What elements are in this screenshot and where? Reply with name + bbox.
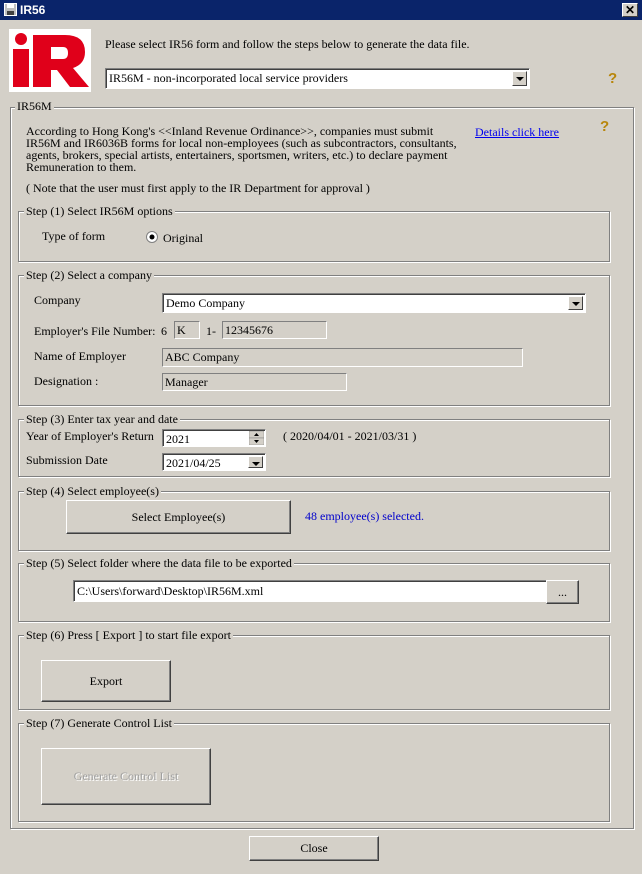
chevron-down-icon <box>248 456 263 468</box>
step3-title: Step (3) Enter tax year and date <box>26 412 178 426</box>
window-title: IR56 <box>20 3 46 17</box>
year-label: Year of Employer's Return <box>26 429 154 443</box>
designation-field: Manager <box>162 373 347 391</box>
chevron-down-icon <box>512 71 527 86</box>
step5-title: Step (5) Select folder where the data file to be exported <box>26 556 292 570</box>
step6-title: Step (6) Press [ Export ] to start file export <box>26 628 231 642</box>
step1-title: Step (1) Select IR56M options <box>26 204 173 218</box>
employer-name-label: Name of Employer <box>34 349 126 363</box>
company-select[interactable] <box>162 293 586 313</box>
export-button[interactable]: Export <box>41 660 171 702</box>
year-value: 2021 <box>166 432 190 446</box>
file-number-label: Employer's File Number: <box>34 324 156 338</box>
select-employees-button[interactable]: Select Employee(s) <box>66 500 291 534</box>
chevron-down-icon <box>568 296 583 310</box>
close-button[interactable]: Close <box>249 836 379 861</box>
file-number-field: 12345676 <box>222 321 327 339</box>
approval-note: ( Note that the user must first apply to the IR Department for approval ) <box>26 181 370 195</box>
employer-name-field: ABC Company <box>162 348 523 367</box>
step3-group <box>18 419 610 477</box>
submission-date-picker[interactable] <box>162 453 266 471</box>
year-spinner[interactable] <box>162 429 266 447</box>
form-type-select[interactable] <box>105 68 530 89</box>
ird-logo <box>9 29 91 92</box>
browse-button[interactable]: ... <box>546 580 579 604</box>
title-bar <box>0 0 642 20</box>
file-letter-field: K <box>174 321 200 339</box>
submission-date-label: Submission Date <box>26 453 108 467</box>
employees-selected-status: 48 employee(s) selected. <box>305 509 424 523</box>
export-path-input[interactable] <box>73 580 547 602</box>
step7-title: Step (7) Generate Control List <box>26 716 172 730</box>
submission-date-value: 2021/04/25 <box>166 456 221 470</box>
instruction-text: Please select IR56 form and follow the steps below to generate the data file. <box>105 37 470 51</box>
form-type-value: IR56M - non-incorporated local service providers <box>109 71 348 85</box>
original-radio[interactable] <box>146 231 158 243</box>
original-radio-label[interactable]: Original <box>163 231 203 245</box>
help-icon[interactable]: ? <box>608 70 618 87</box>
details-link[interactable]: Details click here <box>475 125 559 139</box>
file-number-separator: 1- <box>206 324 216 338</box>
group-title: IR56M <box>17 99 52 113</box>
help-icon[interactable]: ? <box>600 118 610 135</box>
close-window-button[interactable] <box>622 3 638 17</box>
step2-title: Step (2) Select a company <box>26 268 152 282</box>
year-range-text: ( 2020/04/01 - 2021/03/31 ) <box>283 429 417 443</box>
generate-control-list-button[interactable]: Generate Control List <box>41 748 211 805</box>
spinner-arrows-icon[interactable] <box>249 431 264 445</box>
type-of-form-label: Type of form <box>42 229 106 243</box>
description-text: According to Hong Kong's <<Inland Revenue Ordinance>>, companies must submit IR56M and IR6036B forms for local non-employees (such as subcontractors, consultants, agents, brokers, special artists, entertainers, sportsmen, writers, etc.) to declare payment Remuneration to them. <box>26 124 457 174</box>
step4-title: Step (4) Select employee(s) <box>26 484 159 498</box>
company-value: Demo Company <box>166 296 245 310</box>
close-icon: ✕ <box>624 3 636 17</box>
export-path-value: C:\Users\forward\Desktop\IR56M.xml <box>77 584 264 598</box>
floppy-icon <box>4 3 17 16</box>
file-number-prefix: 6 <box>161 324 167 338</box>
designation-label: Designation : <box>34 374 99 388</box>
company-label: Company <box>34 293 81 307</box>
